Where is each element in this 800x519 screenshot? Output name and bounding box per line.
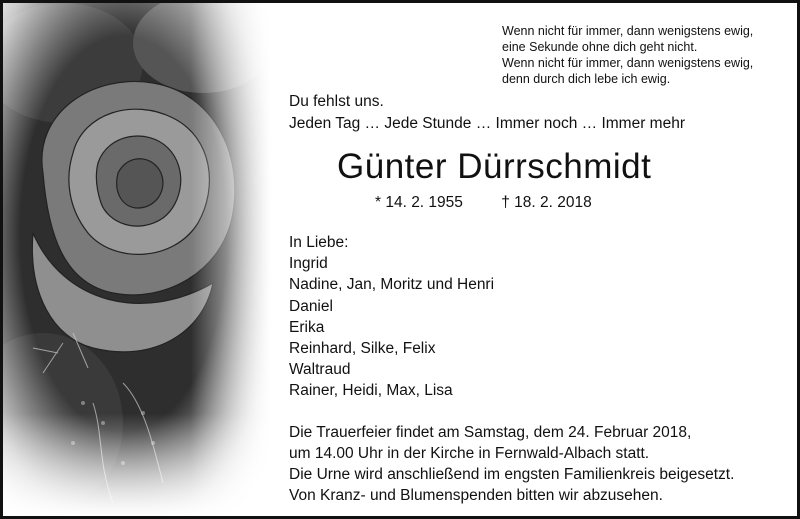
intro-text xyxy=(289,91,685,135)
death-date: † 18. 2. 2018 xyxy=(501,194,592,211)
life-dates xyxy=(375,193,592,213)
notice-line: Die Urne wird anschließend im engsten Familienkreis beigesetzt. xyxy=(289,466,735,483)
intro-line: Du fehlst uns. xyxy=(289,93,384,110)
family-member: Nadine, Jan, Moritz und Henri xyxy=(289,276,495,294)
poem-line: Wenn nicht für immer, dann wenigstens ewig, xyxy=(502,24,754,38)
notice-line: Von Kranz- und Blumenspenden bitten wir abzusehen. xyxy=(289,487,663,504)
poem xyxy=(502,23,753,87)
notice-line: Die Trauerfeier findet am Samstag, dem 24. Februar 2018, xyxy=(289,424,692,441)
text-area xyxy=(289,3,797,516)
family-heading: In Liebe: xyxy=(289,234,349,251)
poem-line: eine Sekunde ohne dich geht nicht. xyxy=(502,40,698,54)
poem-line: Wenn nicht für immer, dann wenigstens ewig, xyxy=(502,56,754,70)
family-member: Daniel xyxy=(289,297,333,315)
family-member: Rainer, Heidi, Max, Lisa xyxy=(289,382,453,400)
deceased-name: Günter Dürrschmidt xyxy=(337,147,652,186)
rose-photo xyxy=(3,3,271,516)
notice-line: um 14.00 Uhr in der Kirche in Fernwald-Albach statt. xyxy=(289,445,650,462)
family-list xyxy=(289,232,494,402)
rose-image xyxy=(3,3,271,516)
family-member: Reinhard, Silke, Felix xyxy=(289,340,436,358)
funeral-notice xyxy=(289,422,734,506)
birth-date: * 14. 2. 1955 xyxy=(375,194,463,211)
intro-line: Jeden Tag … Jede Stunde … Immer noch … Immer mehr xyxy=(289,115,685,132)
family-member: Erika xyxy=(289,318,325,336)
family-member: Waltraud xyxy=(289,361,351,379)
poem-line: denn durch dich lebe ich ewig. xyxy=(502,72,671,86)
family-member: Ingrid xyxy=(289,255,328,273)
